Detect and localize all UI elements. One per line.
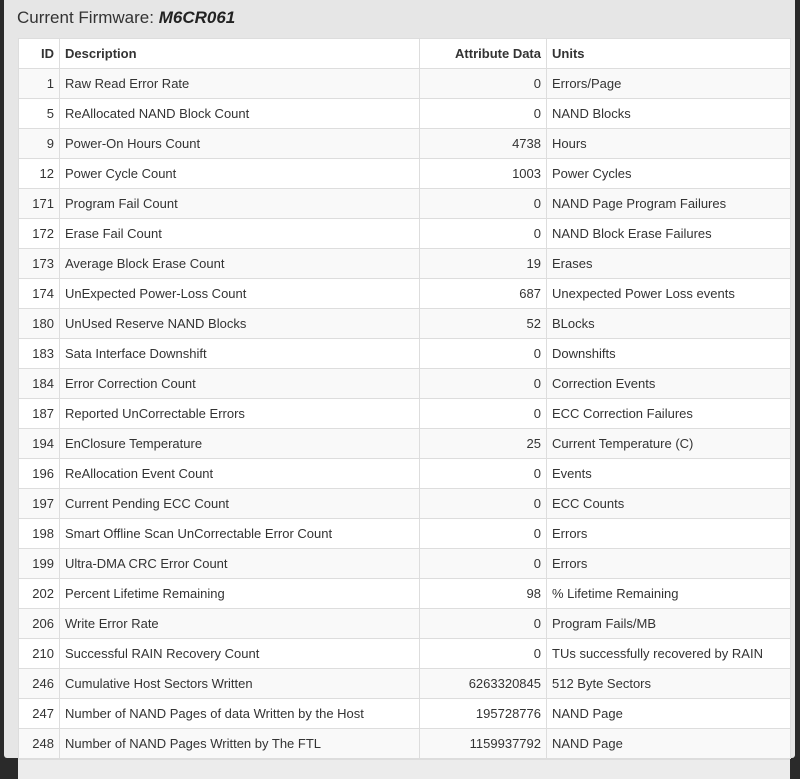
cell-id: 197 bbox=[19, 489, 60, 519]
table-row bbox=[19, 489, 791, 519]
cell-attribute-data: 0 bbox=[420, 339, 547, 369]
table-body bbox=[19, 69, 791, 759]
cell-units: Errors bbox=[547, 549, 791, 579]
table-row bbox=[19, 309, 791, 339]
table-row bbox=[19, 699, 791, 729]
cell-description: Number of NAND Pages Written by The FTL bbox=[60, 729, 420, 759]
cell-description: Number of NAND Pages of data Written by the Host bbox=[60, 699, 420, 729]
cell-attribute-data: 0 bbox=[420, 69, 547, 99]
cell-description: Power Cycle Count bbox=[60, 159, 420, 189]
cell-id: 5 bbox=[19, 99, 60, 129]
table-row bbox=[19, 129, 791, 159]
header-id: ID bbox=[19, 39, 60, 69]
cell-attribute-data: 1159937792 bbox=[420, 729, 547, 759]
cell-attribute-data: 98 bbox=[420, 579, 547, 609]
cell-description: ReAllocation Event Count bbox=[60, 459, 420, 489]
cell-description: Program Fail Count bbox=[60, 189, 420, 219]
cell-units: Erases bbox=[547, 249, 791, 279]
cell-attribute-data: 0 bbox=[420, 519, 547, 549]
firmware-version: M6CR061 bbox=[158, 8, 236, 27]
table-row bbox=[19, 429, 791, 459]
cell-attribute-data: 0 bbox=[420, 639, 547, 669]
cell-id: 187 bbox=[19, 399, 60, 429]
cell-units: Errors bbox=[547, 519, 791, 549]
cell-attribute-data: 0 bbox=[420, 609, 547, 639]
cell-description: Average Block Erase Count bbox=[60, 249, 420, 279]
table-row bbox=[19, 99, 791, 129]
table-row bbox=[19, 579, 791, 609]
smart-attributes-table bbox=[18, 38, 791, 759]
table-header bbox=[19, 39, 791, 69]
cell-units: % Lifetime Remaining bbox=[547, 579, 791, 609]
table-row bbox=[19, 279, 791, 309]
cell-id: 183 bbox=[19, 339, 60, 369]
cell-units: Power Cycles bbox=[547, 159, 791, 189]
cell-id: 180 bbox=[19, 309, 60, 339]
cell-id: 210 bbox=[19, 639, 60, 669]
header-attribute-data: Attribute Data bbox=[420, 39, 547, 69]
cell-id: 172 bbox=[19, 219, 60, 249]
cell-description: UnUsed Reserve NAND Blocks bbox=[60, 309, 420, 339]
table-row bbox=[19, 159, 791, 189]
table-row bbox=[19, 639, 791, 669]
cell-description: Write Error Rate bbox=[60, 609, 420, 639]
cell-id: 198 bbox=[19, 519, 60, 549]
cell-id: 196 bbox=[19, 459, 60, 489]
table-row bbox=[19, 69, 791, 99]
cell-id: 248 bbox=[19, 729, 60, 759]
cell-id: 184 bbox=[19, 369, 60, 399]
cell-description: UnExpected Power-Loss Count bbox=[60, 279, 420, 309]
cell-units: NAND Page bbox=[547, 699, 791, 729]
cell-attribute-data: 0 bbox=[420, 99, 547, 129]
header-description: Description bbox=[60, 39, 420, 69]
cell-description: ReAllocated NAND Block Count bbox=[60, 99, 420, 129]
header-row bbox=[19, 39, 791, 69]
cell-attribute-data: 1003 bbox=[420, 159, 547, 189]
cell-attribute-data: 52 bbox=[420, 309, 547, 339]
cell-attribute-data: 0 bbox=[420, 399, 547, 429]
cell-units: ECC Correction Failures bbox=[547, 399, 791, 429]
cell-units: NAND Page bbox=[547, 729, 791, 759]
firmware-label: Current Firmware: bbox=[17, 8, 154, 27]
cell-units: Hours bbox=[547, 129, 791, 159]
cell-description: Error Correction Count bbox=[60, 369, 420, 399]
table-row bbox=[19, 369, 791, 399]
cell-id: 173 bbox=[19, 249, 60, 279]
cell-id: 247 bbox=[19, 699, 60, 729]
header-units: Units bbox=[547, 39, 791, 69]
cell-description: Ultra-DMA CRC Error Count bbox=[60, 549, 420, 579]
cell-description: Sata Interface Downshift bbox=[60, 339, 420, 369]
table-row bbox=[19, 519, 791, 549]
cell-id: 9 bbox=[19, 129, 60, 159]
table-row bbox=[19, 399, 791, 429]
cell-units: Program Fails/MB bbox=[547, 609, 791, 639]
cell-units: Downshifts bbox=[547, 339, 791, 369]
cell-units: 512 Byte Sectors bbox=[547, 669, 791, 699]
cell-id: 12 bbox=[19, 159, 60, 189]
smart-table-container bbox=[18, 38, 790, 754]
cell-attribute-data: 0 bbox=[420, 369, 547, 399]
table-row bbox=[19, 729, 791, 759]
cell-units: NAND Page Program Failures bbox=[547, 189, 791, 219]
cell-units: TUs successfully recovered by RAIN bbox=[547, 639, 791, 669]
cell-id: 171 bbox=[19, 189, 60, 219]
cell-id: 202 bbox=[19, 579, 60, 609]
table-row bbox=[19, 249, 791, 279]
table-row bbox=[19, 549, 791, 579]
cell-units: Events bbox=[547, 459, 791, 489]
cell-units: NAND Blocks bbox=[547, 99, 791, 129]
cell-id: 174 bbox=[19, 279, 60, 309]
cell-units: BLocks bbox=[547, 309, 791, 339]
cell-description: Successful RAIN Recovery Count bbox=[60, 639, 420, 669]
cell-id: 199 bbox=[19, 549, 60, 579]
cell-attribute-data: 195728776 bbox=[420, 699, 547, 729]
cell-units: Errors/Page bbox=[547, 69, 791, 99]
cell-units: Unexpected Power Loss events bbox=[547, 279, 791, 309]
cell-id: 246 bbox=[19, 669, 60, 699]
table-row bbox=[19, 609, 791, 639]
table-row bbox=[19, 669, 791, 699]
cell-attribute-data: 0 bbox=[420, 549, 547, 579]
cell-units: NAND Block Erase Failures bbox=[547, 219, 791, 249]
table-row bbox=[19, 339, 791, 369]
table-row bbox=[19, 219, 791, 249]
cell-description: Smart Offline Scan UnCorrectable Error Count bbox=[60, 519, 420, 549]
cell-attribute-data: 6263320845 bbox=[420, 669, 547, 699]
table-footer bbox=[18, 759, 790, 779]
cell-description: Power-On Hours Count bbox=[60, 129, 420, 159]
cell-attribute-data: 19 bbox=[420, 249, 547, 279]
cell-attribute-data: 687 bbox=[420, 279, 547, 309]
cell-description: Reported UnCorrectable Errors bbox=[60, 399, 420, 429]
cell-description: Erase Fail Count bbox=[60, 219, 420, 249]
smart-attributes-panel bbox=[4, 0, 795, 758]
cell-units: Correction Events bbox=[547, 369, 791, 399]
cell-units: ECC Counts bbox=[547, 489, 791, 519]
cell-description: Percent Lifetime Remaining bbox=[60, 579, 420, 609]
cell-description: EnClosure Temperature bbox=[60, 429, 420, 459]
cell-description: Cumulative Host Sectors Written bbox=[60, 669, 420, 699]
table-row bbox=[19, 459, 791, 489]
table-row bbox=[19, 189, 791, 219]
firmware-heading bbox=[17, 8, 235, 28]
cell-attribute-data: 0 bbox=[420, 459, 547, 489]
cell-attribute-data: 0 bbox=[420, 189, 547, 219]
cell-description: Raw Read Error Rate bbox=[60, 69, 420, 99]
cell-id: 194 bbox=[19, 429, 60, 459]
cell-attribute-data: 4738 bbox=[420, 129, 547, 159]
cell-description: Current Pending ECC Count bbox=[60, 489, 420, 519]
cell-units: Current Temperature (C) bbox=[547, 429, 791, 459]
cell-id: 206 bbox=[19, 609, 60, 639]
cell-attribute-data: 25 bbox=[420, 429, 547, 459]
cell-attribute-data: 0 bbox=[420, 219, 547, 249]
cell-attribute-data: 0 bbox=[420, 489, 547, 519]
cell-id: 1 bbox=[19, 69, 60, 99]
